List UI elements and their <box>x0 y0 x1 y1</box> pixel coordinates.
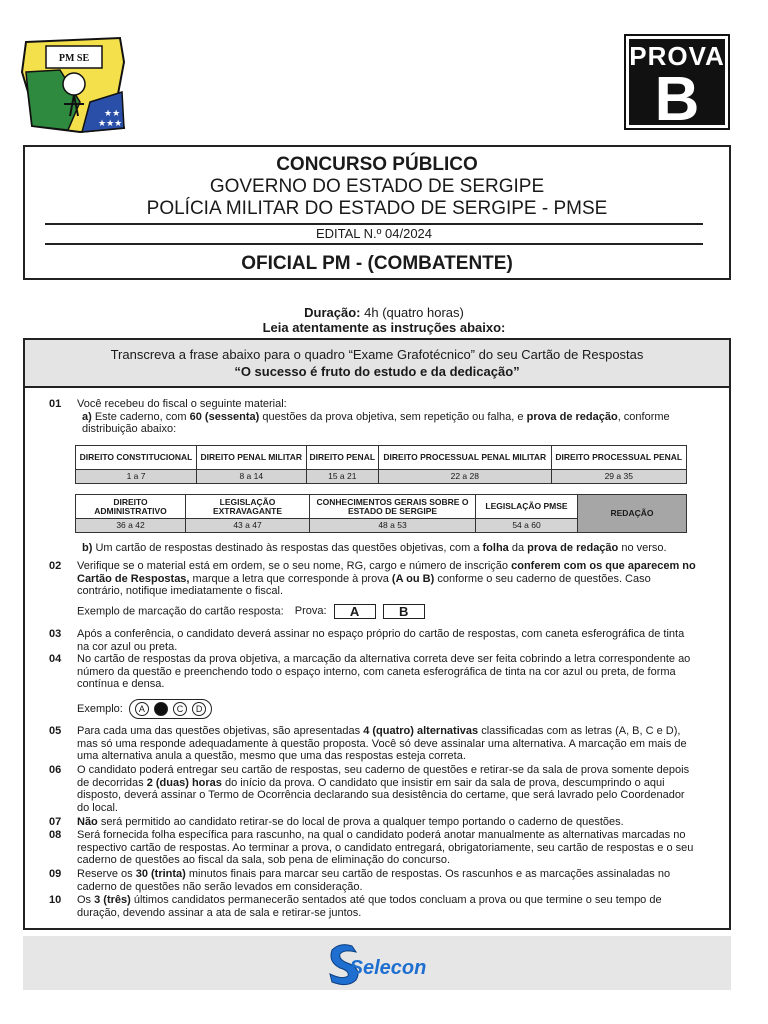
bold-part: 60 (sessenta) <box>189 410 260 423</box>
pmse-logo <box>20 32 130 138</box>
police-line: POLÍCIA MILITAR DO ESTADO DE SERGIPE - PMSE <box>146 198 608 219</box>
duration-value: 4h (quatro horas) <box>364 305 464 320</box>
range-cell: 29 a 35 <box>551 470 686 484</box>
svg-text:★★: ★★ <box>104 108 121 118</box>
option-bubble: A <box>135 702 149 716</box>
prova-word: PROVA <box>629 41 725 71</box>
bold-part: conferem com os que aparecem no Cartão de Respostas, <box>77 560 696 585</box>
distribution-table-1 <box>75 445 687 484</box>
item-text: Após a conferência, o candidato deverá assinar no espaço próprio do cartão de respostas, com caneta esferográfica de tinta na cor azul ou preta. <box>77 628 685 653</box>
item-number: 01 <box>49 398 62 410</box>
text-part: últimos candidatos permanecerão sentados até que todos concluam a prova ou que termine o seu tempo de duração, devendo assinar a ata de sala e retirar-se juntos. <box>77 894 662 919</box>
logo-text: PM SE <box>58 53 90 64</box>
instruction-03 <box>25 628 729 653</box>
range-cell: 54 a 60 <box>476 519 578 533</box>
item-number: 02 <box>49 560 62 572</box>
item-text: Você recebeu do fiscal o seguinte material: <box>77 398 287 410</box>
bold-part: 4 (quatro) alternativas <box>363 725 479 737</box>
instruction-09 <box>25 868 729 893</box>
option-bubble: D <box>192 702 206 716</box>
subject-cell: DIREITO PROCESSUAL PENAL MILITAR <box>379 446 552 470</box>
text-part: marque a letra que corresponde à prova <box>192 572 389 585</box>
option-bubble: C <box>173 702 187 716</box>
read-instructions: Leia atentamente as instruções abaixo: <box>262 320 506 335</box>
text-part: O candidato poderá entregar seu cartão de respostas, seu caderno de questões e retirar-se da sala de prova somente depois de decorridas <box>77 764 690 789</box>
subject-cell: DIREITO ADMINISTRATIVO <box>76 495 186 519</box>
subject-cell: LEGISLAÇÃO EXTRAVAGANTE <box>186 495 310 519</box>
range-cell: 48 a 53 <box>310 519 476 533</box>
text-part: Para cada uma das questões objetivas, são apresentadas <box>77 725 361 737</box>
instruction-10 <box>25 894 729 919</box>
transcribe-instruction: Transcreva a frase abaixo para o quadro “Exame Grafotécnico” do seu Cartão de Respostas <box>110 347 644 362</box>
bubble-example <box>77 699 729 719</box>
item-number: 09 <box>49 868 62 880</box>
text-part: questões da prova objetiva, sem repetição ou falha, e <box>262 410 524 423</box>
bubble-group <box>129 699 212 719</box>
item-number: 10 <box>49 894 62 906</box>
bold-part: 30 (trinta) <box>135 868 186 880</box>
item-text: Será fornecida folha específica para rascunho, na qual o candidato poderá anotar manualmente as alternativas marcadas no respectivo cartão de respostas. Ao terminar a prova, o candidato entregará, obrigatoriamente, seu cartão de respostas e o seu caderno de questões ao fiscal da sala, sob pena de eliminação do concurso. <box>77 829 694 866</box>
item-number: 05 <box>49 725 62 737</box>
range-cell: 36 a 42 <box>76 519 186 533</box>
answer-example <box>77 604 729 619</box>
text-part: Um cartão de respostas destinado às respostas das questões objetivas, com a <box>95 542 480 554</box>
instruction-01 <box>25 398 729 436</box>
distribution-table-2 <box>75 494 687 533</box>
instruction-04 <box>25 653 729 719</box>
transcribe-phrase: “O sucesso é fruto do estudo e da dedicação” <box>234 364 520 379</box>
subject-cell: DIREITO PENAL <box>306 446 378 470</box>
subject-cell: DIREITO PROCESSUAL PENAL <box>551 446 686 470</box>
item-number: 03 <box>49 628 62 640</box>
duration-block <box>0 305 768 335</box>
text-part: conforme o seu caderno de questões. Caso contrário, notifique imediatamente o fiscal. <box>77 572 651 597</box>
text-part: , conforme distribuição abaixo: <box>82 410 670 435</box>
bold-part: 3 (três) <box>94 894 131 906</box>
item-number: 07 <box>49 816 62 828</box>
instruction-07 <box>25 816 729 829</box>
item-number: 04 <box>49 653 62 665</box>
text-part: Este caderno, com <box>94 410 187 423</box>
text-part: no verso. <box>621 542 667 554</box>
item-01-a <box>82 411 699 436</box>
text-part: Os <box>77 894 92 906</box>
option-a-box: A <box>334 604 376 619</box>
subject-cell: DIREITO CONSTITUCIONAL <box>76 446 197 470</box>
text-part: será permitido ao candidato retirar-se do local de prova a qualquer tempo portando o caderno de questões. <box>100 816 624 828</box>
header-box <box>23 145 731 280</box>
selecon-logo <box>326 940 436 988</box>
instruction-05 <box>25 725 729 763</box>
item-text: No cartão de respostas da prova objetiva, a marcação da alternativa correta deve ser feita cobrindo a letra correspondente ao número da questão e preenchendo todo o espaço interno, com caneta esferográfica de tinta na cor azul ou preta, de forma contínua e densa. <box>77 653 691 690</box>
cargo-title: OFICIAL PM - (COMBATENTE) <box>241 253 513 274</box>
bold-part: prova de redação <box>526 410 618 423</box>
text-part: minutos finais para marcar seu cartão de respostas. Os rascunhos e as marcações assinaladas no caderno de questões não serão levados em consideração. <box>77 868 671 893</box>
instructions-box <box>23 338 731 930</box>
bold-part: prova de redação <box>527 542 619 554</box>
item-number: 06 <box>49 764 62 776</box>
brand-name: Selecon <box>349 957 427 979</box>
bold-part: Não <box>77 816 98 828</box>
edital: EDITAL N.º 04/2024 <box>45 223 703 245</box>
duration-label: Duração: <box>304 305 361 320</box>
range-cell: 1 a 7 <box>76 470 197 484</box>
transcribe-band <box>25 340 729 388</box>
range-cell: 22 a 28 <box>379 470 552 484</box>
prova-badge <box>624 34 730 134</box>
redacao-cell: REDAÇÃO <box>578 495 687 533</box>
range-cell: 43 a 47 <box>186 519 310 533</box>
svg-text:★★★: ★★★ <box>98 118 123 128</box>
text-part: da <box>511 542 525 554</box>
subject-cell: CONHECIMENTOS GERAIS SOBRE O ESTADO DE SERGIPE <box>310 495 476 519</box>
instruction-02 <box>25 560 729 619</box>
example-label: Exemplo de marcação do cartão resposta: <box>77 604 284 617</box>
bold-part: (A ou B) <box>391 572 435 585</box>
sub-label: b) <box>82 542 93 554</box>
prova-letter: B <box>654 65 700 134</box>
subject-cell: DIREITO PENAL MILITAR <box>197 446 307 470</box>
option-b-box: B <box>383 604 425 619</box>
instruction-08 <box>25 829 729 867</box>
instruction-01-b <box>25 542 729 555</box>
text-part: do início da prova. O candidato que insistir em sair da sala de prova, descumprindo o aqui disposto, deverá assinar o Termo de Ocorrência declarando sua desistência do certame, que será lavrado pelo Coordenador do local. <box>77 776 685 814</box>
prova-label: Prova: <box>294 604 327 617</box>
range-cell: 8 a 14 <box>197 470 307 484</box>
option-bubble-filled <box>154 702 168 716</box>
range-cell: 15 a 21 <box>306 470 378 484</box>
sub-label: a) <box>82 410 92 423</box>
text-part: Reserve os <box>77 868 133 880</box>
text-part: classificadas com as letras (A, B, C e D), mas só uma responde adequadamente à questão proposta. Você só deve assinalar uma alternativa. A marcação em mais de uma alternativa anula a questão, mesmo que uma das respostas esteja correta. <box>77 725 687 762</box>
government-line: GOVERNO DO ESTADO DE SERGIPE <box>209 176 545 197</box>
text-part: Verifique se o material está em ordem, se o seu nome, RG, cargo e número de inscrição <box>77 560 509 572</box>
example-label: Exemplo: <box>77 702 123 715</box>
page-title: CONCURSO PÚBLICO <box>276 154 478 175</box>
instruction-06 <box>25 764 729 814</box>
subject-cell: LEGISLAÇÃO PMSE <box>476 495 578 519</box>
bold-part: folha <box>482 542 509 554</box>
item-number: 08 <box>49 829 62 841</box>
bold-part: 2 (duas) horas <box>146 776 222 789</box>
